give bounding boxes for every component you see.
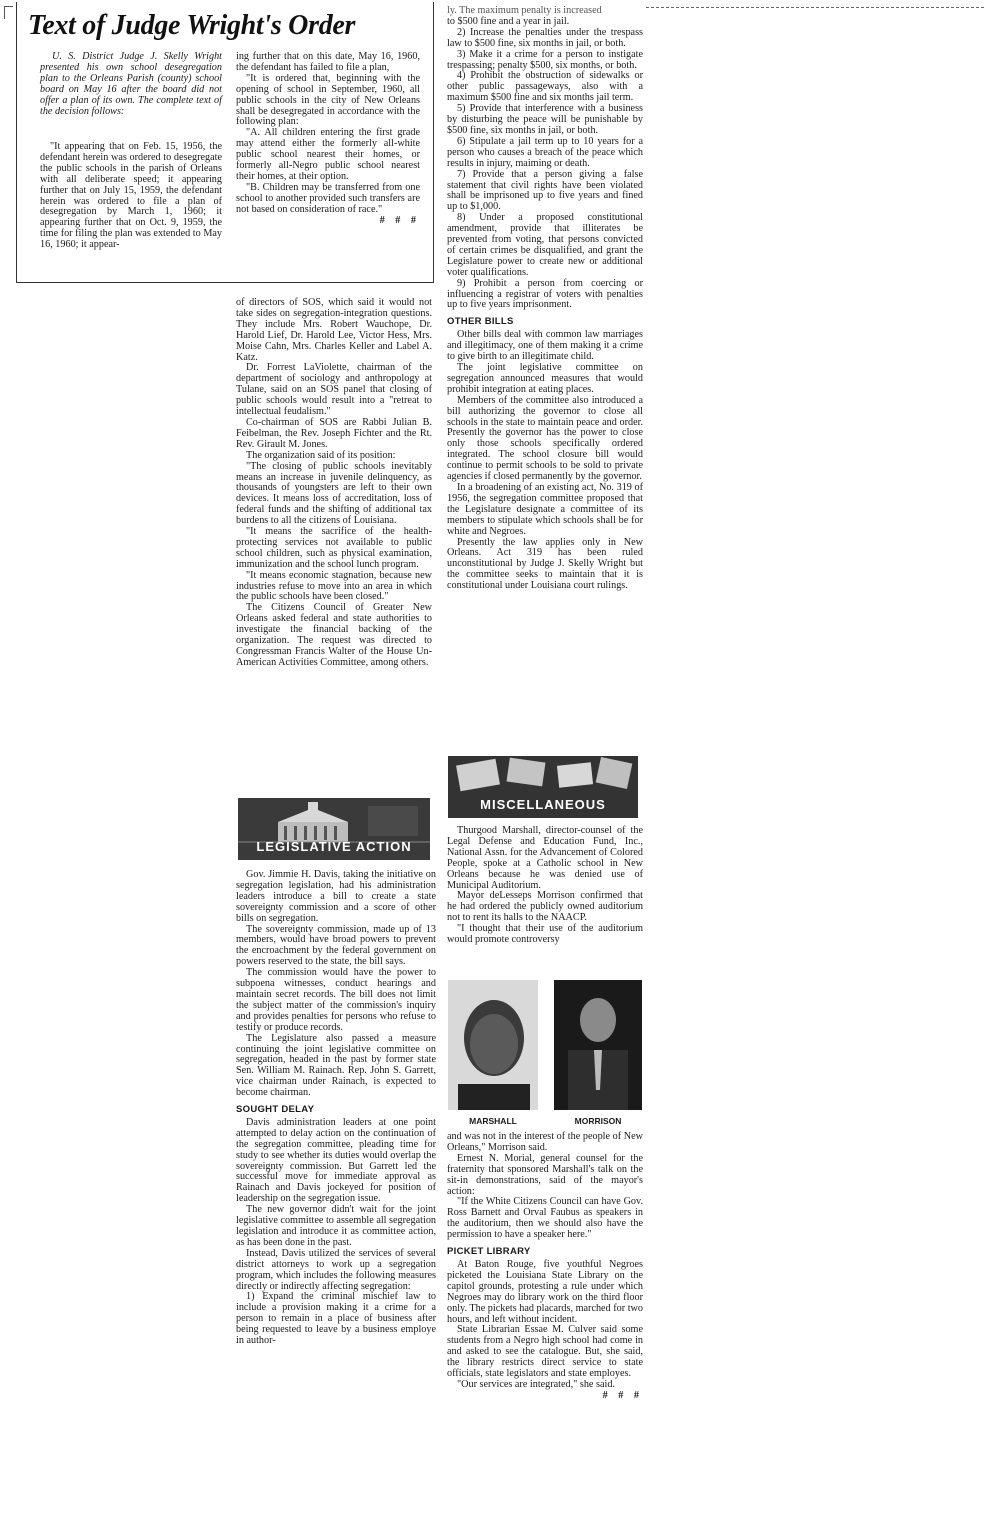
right-column <box>447 6 643 592</box>
misc-column <box>447 826 643 946</box>
headline: Text of Judge Wright's Order <box>28 10 356 41</box>
portrait-marshall <box>448 980 538 1110</box>
paragraph: "It means the sacrifice of the health-protecting services not available to public school children, such as physical examination, immunization and the school lunch program. <box>236 526 432 570</box>
paragraph: The Legislature also passed a measure continuing the joint legislative committee on segregation, headed in the past by former state Sen. William M. Rainach. Rep. John S. Garrett, vice chairman under Rainach, is expected to become chairman. <box>236 1032 436 1099</box>
paragraph: "I thought that their use of the auditorium would promote controversy <box>447 923 643 946</box>
paragraph: Thurgood Marshall, director-counsel of the Legal Defense and Education Fund, Inc., National Assn. for the Advancement of Colored People, spoke at a Catholic school in New Orleans because he was denied use of Municipal Auditorium. <box>447 825 643 891</box>
banner-label: LEGISLATIVE ACTION <box>256 839 412 854</box>
middle-column <box>236 298 432 669</box>
paragraph: The commission would have the power to subpoena witnesses, conduct hearings and maintain secret records. The bill does not limit the subject matter of the commission's inquiry and provides penalties for persons who refuse to testify or produce records. <box>236 967 436 1033</box>
marshall-photo <box>448 980 538 1110</box>
paragraph: In a broadening of an existing act, No. 319 of 1956, the segregation committee proposed that the Legislature designate a committee of its members to stipulate which schools shall be for white and Negroes. <box>447 481 643 537</box>
order-paragraph: "It appearing that on Feb. 15, 1956, the defendant herein was ordered to desegregate the public schools in the parish of Orleans with all deliberate speed; it appearing further that on July 15, 1959, the defendant herein was ordered to file a plan of desegregation by March 1, 1960; it appearing further that on Oct. 9, 1959, the time for filing the plan was extended to May 16, 1960; it appear- <box>40 141 222 251</box>
list-item: 7) Provide that a person giving a false statement that civil rights have been violated shall be imprisoned up to five years and fined up to $1,000. <box>447 168 643 213</box>
paragraph: The sovereignty commission, made up of 13 members, would have broad powers to prevent the encroachment by the federal government on powers reserved to the state, the bill says. <box>236 923 436 968</box>
paragraph: "Our services are integrated," she said. <box>457 1378 615 1390</box>
legislative-column <box>236 870 436 1347</box>
morrison-photo <box>554 980 642 1110</box>
list-item: 2) Increase the penalties under the trespass law to $500 fine, six months in jail, or both. <box>447 26 643 49</box>
paragraph: Presently the law applies only in New Orleans. Act 319 has been ruled unconstitutional by Judge J. Skelly Wright but the committee seeks to maintain that it is constitutional under Louisiana court rulings. <box>447 536 643 592</box>
section-heading-other-bills: OTHER BILLS <box>447 316 514 328</box>
order-paragraph: "A. All children entering the first grade may attend either the formerly all-white public school nearest their homes, or formerly all-Negro public school nearest their homes, at their option. <box>236 127 420 182</box>
section-heading-sought-delay: SOUGHT DELAY <box>236 1104 315 1116</box>
list-item: 5) Provide that interference with a business by disturbing the peace will be punishable by $500 fine, six months in jail, or both. <box>447 103 643 136</box>
paragraph: The organization said of its position: <box>246 449 396 461</box>
misc-column-continued <box>447 1132 643 1402</box>
paragraph: The joint legislative committee on segregation announced measures that would prohibit integration at eating places. <box>447 362 643 395</box>
paragraph: State Librarian Essae M. Culver said some students from a Negro high school had come in and asked to see the catalogue. But, she said, the library restricts direct service to state officials, state legislators and state employes. <box>447 1324 643 1380</box>
section-heading-picket-library: PICKET LIBRARY <box>447 1246 531 1258</box>
paragraph: 1) Expand the criminal mischief law to include a provision making it a crime for a person to remain in a place of business after being requested to leave by a business employe in author- <box>236 1291 436 1347</box>
paragraph: Mayor deLesseps Morrison confirmed that he had ordered the publicly owned auditorium not to rent its halls to the NAACP. <box>447 890 643 924</box>
caption-marshall: MARSHALL <box>469 1116 517 1126</box>
clipping-corner-mark <box>4 6 13 19</box>
paragraph: "It means economic stagnation, because new industries refuse to move into an area in which the public schools have been closed." <box>236 569 432 603</box>
order-paragraph: "It is ordered that, beginning with the opening of school in September, 1960, all public schools in the city of New Orleans shall be desegregated in accordance with the following plan: <box>236 72 420 128</box>
list-item: 4) Prohibit the obstruction of sidewalks or other public passageways, also with a maximum $500 fine and six months jail term. <box>447 70 643 104</box>
top-fragment: ly. The maximum penalty is increased <box>447 5 602 16</box>
intro-text: U. S. District Judge J. Skelly Wright presented his own school desegregation plan to the Orleans Parish (county) school board on May 16 after the board did not offer a plan of its own. The complete text of the decision follows: <box>40 51 222 117</box>
order-paragraph: ing further that on this date, May 16, 1960, the defendant has failed to file a plan, <box>236 51 420 73</box>
paragraph: Ernest N. Morial, general counsel for the fraternity that sponsored Marshall's talk on the sit-in demonstrations, said of the mayor's action: <box>447 1152 643 1197</box>
list-item: 9) Prohibit a person from coercing or influencing a registrar of voters with penalties up to five years imprisonment. <box>447 277 643 311</box>
cut-line <box>646 7 984 8</box>
paragraph: Dr. Forrest LaViolette, chairman of the department of sociology and anthropology at Tulane, said on an SOS panel that closing of public schools would result into a "retreat to intellectual feudalism." <box>236 362 432 418</box>
paragraph: Co-chairman of SOS are Rabbi Julian B. Feibelman, the Rev. Joseph Fichter and the Rt. Rev. Girault M. Jones. <box>236 416 432 450</box>
banner-label: MISCELLANEOUS <box>480 797 606 812</box>
paragraph: of directors of SOS, which said it would not take sides on segregation-integration questions. They include Mrs. Robert Wauchope, Dr. Harold Lief, Dr. Harold Lee, Victor Hess, Mrs. Moise Cahn, Mrs. Charles Keller and Label A. Katz. <box>236 297 432 363</box>
paragraph: Members of the committee also introduced a bill authorizing the governor to close all schools in the state to maintain peace and order. Presently the governor has the power to close only those schools specifically ordered integrated. The school closure bill would continue to permit schools to be sold to private agencies if closed permanently by the governor. <box>447 394 643 483</box>
paragraph: The Citizens Council of Greater New Orleans asked federal and state authorities to investigate the financial backing of the organization. The request was directed to Congressman Francis Walter of the House Un-American Activities Committee, among others. <box>236 602 432 668</box>
paragraph: "The closing of public schools inevitably means an increase in juvenile delinquency, as thousands of youngsters are left to their own devices. It means loss of accreditation, loss of federal funds and the shifting of additional tax burdens to all the citizens of Louisiana. <box>236 460 432 527</box>
paragraph: Other bills deal with common law marriages and illegitimacy, one of them making it a crime to give birth to an illegitimate child. <box>447 329 643 363</box>
end-mark: # # # <box>379 214 420 226</box>
order-column-1 <box>40 142 222 251</box>
miscellaneous-banner <box>448 756 638 818</box>
paragraph: Gov. Jimmie H. Davis, taking the initiative on segregation legislation, had his administration leaders introduce a bill to create a state sovereignty commission and a score of other bills on segregation. <box>236 869 436 924</box>
paragraph: At Baton Rouge, five youthful Negroes picketed the Louisiana State Library on the capitol grounds, protesting a rule under which Negroes may do library work on the third floor only. The pickets had placards, marched for two hours, and left without incident. <box>447 1258 643 1325</box>
end-mark: # # # <box>602 1389 643 1401</box>
caption-morrison: MORRISON <box>574 1116 622 1126</box>
list-item: 3) Make it a crime for a person to instigate trespassing; penalty $500, six months, or both. <box>447 48 643 71</box>
list-item: 6) Stipulate a jail term up to 10 years for a person who causes a breach of the peace which results in injury, maiming or death. <box>447 135 643 169</box>
paragraph: Davis administration leaders at one point attempted to delay action on the continuation of the segregation committee, pleading time for study to see whether its duties would overlap the sovereignty commission. But Garrett led the successful move for immediate approval as Rainach and Davis jockeyed for position of leadership on the segregation issue. <box>236 1116 436 1205</box>
paragraph: and was not in the interest of the people of New Orleans," Morrison said. <box>447 1131 643 1153</box>
order-column-2 <box>236 52 420 227</box>
legislative-action-banner <box>238 798 430 860</box>
list-item: 8) Under a proposed constitutional amendment, provide that illiterates be prevented from voting, that persons convicted of certain crimes be disqualified, and grant the Legislature power to create new or additional voter qualifications. <box>447 212 643 278</box>
paragraph: The new governor didn't wait for the joint legislative committee to assemble all segregation legislation and introduce it as committee action, as has been done in the past. <box>236 1204 437 1248</box>
intro-paragraph <box>40 52 222 117</box>
order-paragraph: "B. Children may be transferred from one school to another provided such transfers are not based on consideration of race." <box>236 181 420 215</box>
paragraph: Instead, Davis utilized the services of several district attorneys to work up a segregation program, which includes the following measures directly or indirectly affecting segregation: <box>236 1247 436 1292</box>
portrait-morrison <box>554 980 642 1110</box>
list-item: to $500 fine and a year in jail. <box>447 15 570 27</box>
paragraph: "If the White Citizens Council can have Gov. Ross Barnett and Orval Faubus as speakers in the auditorium, then we should also have the permission to have a speaker here." <box>447 1196 643 1241</box>
